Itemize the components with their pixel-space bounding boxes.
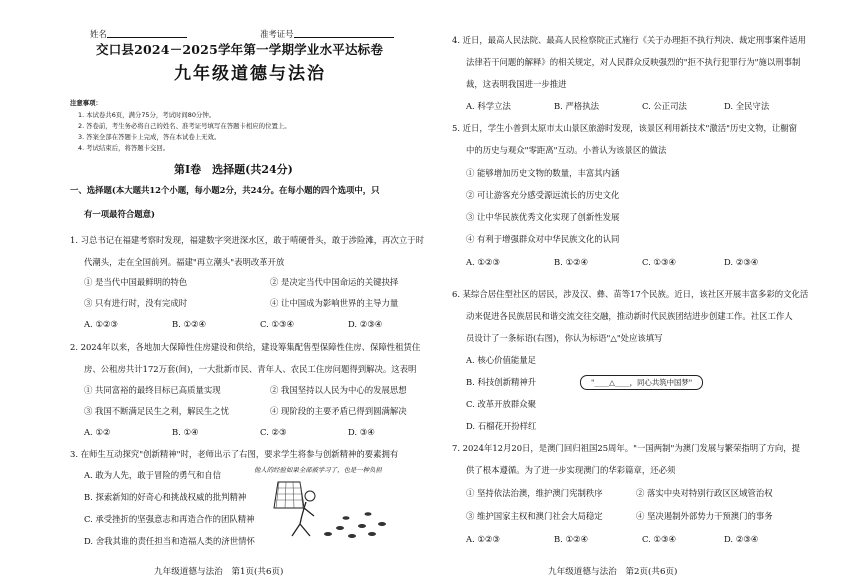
q7-option-d[interactable]: D. ②③④: [724, 534, 759, 544]
q4-stem-cont: 法律若干问题的解释》的相关规定，对人民群众反映强烈的"拒不执行犯罪行为"施以刑事制: [466, 57, 801, 67]
q3-option-b[interactable]: B. 探索新知的好奇心和挑战权威的批判精神: [84, 492, 247, 502]
part1-instruction-cont: 有一项最符合题意): [84, 209, 155, 219]
q1-option-c[interactable]: C. ①③④: [260, 319, 294, 329]
q2-option-c[interactable]: C. ②③: [260, 427, 287, 437]
name-blank[interactable]: [107, 28, 187, 38]
q6-stem-cont: 员设计了一条标语(右图)，你认为标语"△"处应该填写: [466, 333, 663, 343]
q5-option-b[interactable]: B. ①②④: [554, 257, 589, 267]
q7-statement: ③ 维护国家主权和澳门社会大局稳定: [466, 511, 603, 521]
notice-item: 4. 考试结束后，将答题卡交回。: [78, 144, 170, 152]
q7-option-b[interactable]: B. ①②④: [554, 534, 589, 544]
q4-option-d[interactable]: D. 全民守法: [724, 101, 770, 111]
q2-stem-cont: 房、公租房共计172万套(间)，一大批新市民、青年人、农民工住房问题得到解决。这表明: [84, 364, 417, 374]
exam-number-field: [260, 28, 394, 40]
q1-statement: ② 是决定当代中国命运的关键抉择: [270, 277, 399, 287]
part1-instruction: 一、选择题(本大题共12个小题，每小题2分，共24分。在每小题的四个选项中，只: [70, 185, 380, 195]
q6-slogan-box: "____△____，同心共筑中国梦": [580, 375, 703, 390]
q4-option-b[interactable]: B. 严格执法: [554, 101, 599, 111]
q3-option-a[interactable]: A. 敢为人先，敢于冒险的勇气和自信: [84, 470, 221, 480]
page-1-footer: 九年级道德与法治 第1页(共6页): [154, 567, 284, 577]
q1-statement: ① 是当代中国最鲜明的特色: [84, 277, 188, 287]
q6-stem-cont: 动来促进各民族居民和谐交流交往交融，推动新时代民族团结进步创建工作。社区工作人: [466, 311, 793, 321]
q2-stem: 2. 2024年以来，各地加大保障性住房建设和供给，建设筹集配售型保障性住房、保障性租赁住: [70, 342, 421, 352]
q1-option-a[interactable]: A. ①②③: [84, 319, 118, 329]
q1-statement: ④ 让中国成为影响世界的主导力量: [270, 298, 399, 308]
q2-statement: ② 我国坚持以人民为中心的发展思想: [270, 385, 407, 395]
q2-statement: ④ 现阶段的主要矛盾已得到圆满解决: [270, 406, 407, 416]
part1-title: 第Ⅰ卷 选择题(共24分): [174, 163, 293, 176]
q5-stem-cont: 中的历史与观众"零距离"互动。小普认为该景区的做法: [466, 145, 667, 155]
q5-option-a[interactable]: A. ①②③: [466, 257, 500, 267]
q7-statement: ② 落实中央对特别行政区区域管治权: [636, 488, 773, 498]
q5-statement: ① 能够增加历史文物的数量，丰富其内涵: [466, 168, 620, 178]
q6-option-a[interactable]: A. 核心价值能量足: [466, 355, 536, 365]
q4-stem-cont: 裁，这表明我国进一步推进: [466, 79, 567, 89]
notice-heading: 注意事项：: [70, 99, 102, 107]
q1-option-b[interactable]: B. ①②④: [172, 319, 207, 329]
q6-option-b[interactable]: B. 科技创新精神升: [466, 377, 537, 387]
q7-stem: 7. 2024年12月20日，是澳门回归祖国25周年。"一国两制"为澳门发展与繁荣指明了方向，提: [452, 443, 801, 453]
q7-option-a[interactable]: A. ①②③: [466, 534, 500, 544]
name-label: 姓名: [90, 29, 107, 39]
q6-option-c[interactable]: C. 改革开放群众聚: [466, 399, 537, 409]
q7-statement: ④ 坚决遏制外部势力干预澳门的事务: [636, 511, 773, 521]
q3-cartoon-figure: [256, 474, 396, 544]
q5-stem: 5. 近日，学生小普到太原市太山景区旅游时发现，该景区利用新技术"激活"历史文物，让橱窗: [452, 123, 797, 133]
q2-statement: ① 共同富裕的最终目标已高质量实现: [84, 385, 221, 395]
q5-statement: ④ 有利于增强群众对中华民族文化的认同: [466, 234, 620, 244]
page-1: [70, 0, 425, 588]
q7-option-c[interactable]: C. ①③④: [642, 534, 676, 544]
q3-option-d[interactable]: D. 舍我其谁的责任担当和造福人类的济世情怀: [84, 536, 255, 546]
q2-option-b[interactable]: B. ①④: [172, 427, 199, 437]
q6-stem: 6. 某综合居住型社区的居民，涉及汉、彝、苗等17个民族。近日，该社区开展丰富多彩的文化活: [452, 289, 809, 299]
q6-option-d[interactable]: D. 石榴花开扮样红: [466, 421, 537, 431]
notice-item: 1. 本试卷共6页，满分75分，考试时间80分钟。: [78, 111, 216, 119]
page-2-footer: 九年级道德与法治 第2页(共6页): [548, 567, 678, 577]
exam-number-label: 准考证号: [260, 29, 294, 39]
q5-option-c[interactable]: C. ①③④: [642, 257, 676, 267]
q5-statement: ③ 让中华民族优秀文化实现了创新性发展: [466, 212, 620, 222]
q5-statement: ② 可让游客充分感受源远流长的历史文化: [466, 190, 620, 200]
name-field: [90, 28, 187, 40]
q1-statement: ③ 只有进行时，没有完成时: [84, 298, 188, 308]
q4-option-c[interactable]: C. 公正司法: [642, 101, 687, 111]
page-2: [452, 0, 809, 588]
exam-title: 交口县2024－2025学年第一学期学业水平达标卷: [96, 42, 384, 57]
exam-number-blank[interactable]: [294, 28, 394, 38]
q5-option-d[interactable]: D. ②③④: [724, 257, 759, 267]
q1-stem-cont: 代潮头，走在全国前列。福建"再立潮头"表明改革开放: [84, 257, 285, 267]
q7-statement: ① 坚持依法治澳，维护澳门宪制秩序: [466, 488, 603, 498]
q1-option-d[interactable]: D. ②③④: [348, 319, 383, 329]
q2-statement: ③ 我国不断满足民生之利，解民生之忧: [84, 406, 230, 416]
q4-option-a[interactable]: A. 科学立法: [466, 101, 511, 111]
q4-stem: 4. 近日，最高人民法院、最高人民检察院正式施行《关于办理拒不执行判决、裁定刑事案件适用: [452, 35, 807, 45]
q7-stem-cont: 供了根本遵循。为了进一步实现澳门的华彩篇章，还必须: [466, 465, 676, 475]
subject-title: 九年级道德与法治: [174, 64, 326, 84]
q1-stem: 1. 习总书记在福建考察时发现，福建数字突进深水区，敢于啃硬骨头，敢于涉险滩，再次立于时: [70, 235, 425, 245]
q2-option-a[interactable]: A. ①②: [84, 427, 111, 437]
notice-item: 2. 答卷前，考生务必将自己的姓名、准考证号填写在答题卡相应的位置上。: [78, 122, 291, 130]
q3-option-c[interactable]: C. 承受挫折的坚强意志和再造合作的团队精神: [84, 514, 255, 524]
notice-item: 3. 答案全部在答题卡上完成，答在本试卷上无效。: [78, 133, 221, 141]
q2-option-d[interactable]: D. ③④: [348, 427, 375, 437]
q3-stem: 3. 在师生互动探究"创新精神"时，老师出示了右图，要求学生将参与创新精神的要素拥有: [70, 449, 399, 459]
q3-figure-caption: 他人的经验如果全部被学习了，也是一种负担: [254, 466, 382, 474]
